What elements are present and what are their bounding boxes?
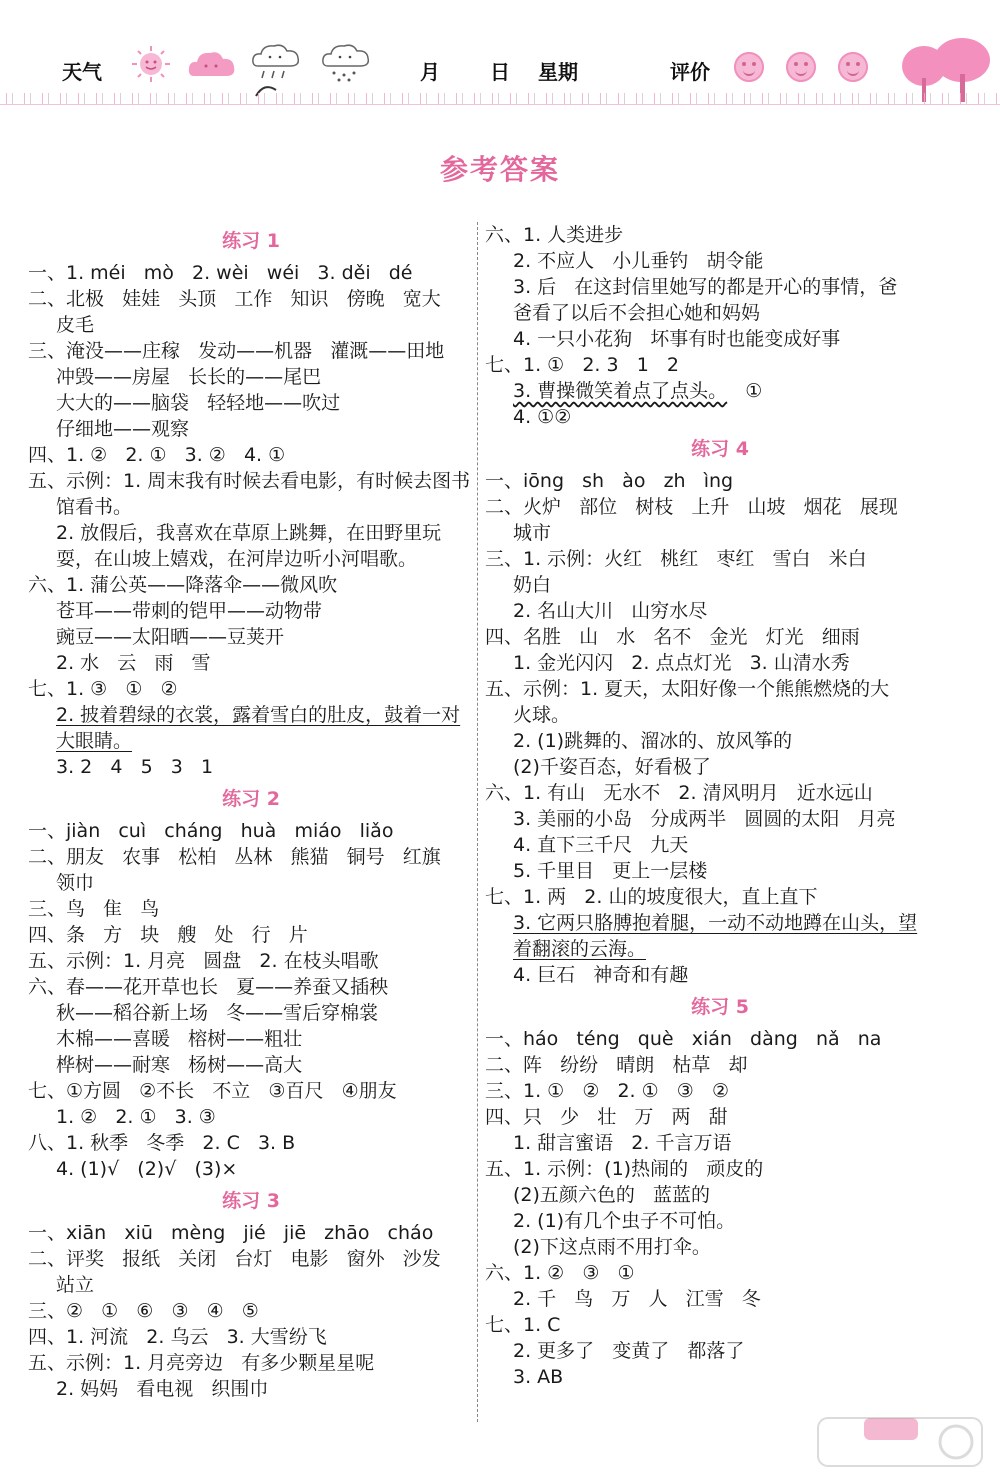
answer-line: 七、①方圆 ②不长 不立 ③百尺 ④朋友 — [28, 1080, 397, 1102]
answer-line: 冲毁——房屋 长长的——尾巴 — [56, 366, 322, 388]
answer-line: 七、1. ① 2. 3 1 2 — [485, 354, 679, 376]
smiley-face-icon[interactable] — [838, 52, 868, 82]
answer-line: 4. (1)√ (2)√ (3)× — [56, 1158, 238, 1180]
weather-label: 天气 — [62, 60, 102, 84]
answer-line: 苍耳——带刺的铠甲——动物带 — [56, 600, 323, 622]
answer-line: (2)五颜六色的 蓝蓝的 — [513, 1184, 711, 1206]
answer-line: 六、1. 有山 无水不 2. 清风明月 近水远山 — [485, 782, 873, 804]
answer-line: 2. (1)有几个虫子不可怕。 — [513, 1210, 736, 1232]
answer-line: 1. 金光闪闪 2. 点点灯光 3. 山清水秀 — [513, 652, 850, 674]
answer-line: 2. 更多了 变黄了 都落了 — [513, 1340, 745, 1362]
answer-line: 七、1. 两 2. 山的坡度很大，直上直下 — [485, 886, 818, 908]
column-divider — [477, 222, 478, 1422]
answer-line — [28, 702, 474, 728]
answer-line: 仔细地——观察 — [56, 418, 190, 440]
wavy-underlined-text: 3. 曹操微笑着点了点头。 — [513, 380, 728, 402]
answer-line: 五、示例：1. 周末我有时候去看电影，有时候去图书 — [28, 470, 471, 492]
answer-line: (2)下这点雨不用打伞。 — [513, 1236, 711, 1258]
answer-line: 四、只 少 壮 万 两 甜 — [485, 1106, 728, 1128]
answer-line: 一、1. méi mò 2. wèi wéi 3. děi dé — [28, 262, 413, 284]
page-header — [0, 0, 1000, 110]
answer-line: (2)千姿百态，好看极了 — [513, 756, 711, 778]
answer-line: 3. 美丽的小岛 分成两半 圆圆的太阳 月亮 — [513, 808, 896, 830]
answer-line: 4. ①② — [513, 406, 572, 428]
answer-line: 六、1. 人类进步 — [485, 224, 624, 246]
answer-line: 豌豆——太阳晒——豆荚开 — [56, 626, 285, 648]
answer-line: 5. 千里目 更上一层楼 — [513, 860, 708, 882]
answer-line: 四、1. 河流 2. 乌云 3. 大雪纷飞 — [28, 1326, 327, 1348]
answer-line: 皮毛 — [56, 314, 95, 336]
answer-line: 一、jiàn cuì cháng huà miáo liǎo — [28, 820, 394, 842]
left-column — [28, 222, 474, 1402]
smiley-face-icon[interactable] — [734, 52, 764, 82]
answer-line: 四、1. ② 2. ① 3. ② 4. ① — [28, 444, 286, 466]
answer-line: 五、示例：1. 月亮旁边 有多少颗星星呢 — [28, 1352, 375, 1374]
answer-line: 一、háo téng què xián dàng nǎ na — [485, 1028, 882, 1050]
answer-line: 三、鸟 隹 鸟 — [28, 898, 160, 920]
answer-line: 六、春——花开草也长 夏——养蚕又插秧 — [28, 976, 389, 998]
answer-line — [485, 378, 955, 404]
section-title: 练习 2 — [222, 788, 280, 810]
answer-line: 2. 放假后，我喜欢在草原上跳舞，在田野里玩 — [56, 522, 442, 544]
answer-line: 领巾 — [56, 872, 95, 894]
answer-line: 1. ② 2. ① 3. ③ — [56, 1106, 216, 1128]
answer-line: 4. 巨石 神奇和有趣 — [513, 964, 689, 986]
snow-cloud-icon — [320, 40, 372, 84]
answer-line: 馆看书。 — [56, 496, 133, 518]
underlined-text: 3. 它两只胳膊抱着腿，一动不动地蹲在山头，望 — [513, 912, 918, 934]
underlined-text: 2. 披着碧绿的衣裳，露着雪白的肚皮，鼓着一对 — [56, 704, 461, 726]
answer-line: 七、1. C — [485, 1314, 561, 1336]
answer-line: 一、xiān xiū mèng jié jiē zhāo cháo — [28, 1222, 434, 1244]
answer-line — [485, 910, 955, 936]
answer-line: 二、阵 纷纷 晴朗 枯草 却 — [485, 1054, 748, 1076]
page-title: 参考答案 — [439, 153, 560, 186]
answer-line: 3. 后 在这封信里她写的都是开心的事情，爸 — [513, 276, 898, 298]
answer-line: 4. 直下三千尺 九天 — [513, 834, 689, 856]
answer-line: 一、iōng sh ào zh ìng — [485, 470, 734, 492]
answer-line — [485, 936, 955, 962]
answer-line: 三、② ① ⑥ ③ ④ ⑤ — [28, 1300, 259, 1322]
answer-line: 桦树——耐寒 杨树——高大 — [56, 1054, 303, 1076]
answer-line: 2. 妈妈 看电视 织围巾 — [56, 1378, 269, 1400]
answer-line: 耍，在山坡上嬉戏，在河岸边听小河唱歌。 — [56, 548, 418, 570]
sun-icon — [128, 44, 174, 84]
answer-line: 五、1. 示例：(1)热闹的 顽皮的 — [485, 1158, 764, 1180]
answer-line: 八、1. 秋季 冬季 2. C 3. B — [28, 1132, 296, 1154]
answer-tail: ① — [727, 380, 763, 402]
answer-line: 三、1. 示例：火红 桃红 枣红 雪白 米白 — [485, 548, 867, 570]
answer-line: 七、1. ③ ① ② — [28, 678, 178, 700]
smiley-face-icon[interactable] — [786, 52, 816, 82]
answer-line: 二、评奖 报纸 关闭 台灯 电影 窗外 沙发 — [28, 1248, 441, 1270]
answer-line: 4. 一只小花狗 坏事有时也能变成好事 — [513, 328, 841, 350]
answer-line — [28, 728, 474, 754]
answer-line: 五、示例：1. 夏天，太阳好像一个熊熊燃烧的大 — [485, 678, 890, 700]
answer-line: 二、北极 娃娃 头顶 工作 知识 傍晚 宽大 — [28, 288, 441, 310]
underlined-text: 大眼睛。 — [56, 730, 133, 752]
answer-line: 六、1. ② ③ ① — [485, 1262, 635, 1284]
answer-line: 奶白 — [513, 574, 552, 596]
watermark-logo — [816, 1412, 986, 1472]
underlined-text: 着翻滚的云海。 — [513, 938, 647, 960]
answer-line: 三、1. ① ② 2. ① ③ ② — [485, 1080, 729, 1102]
answer-line: 2. 不应人 小儿垂钓 胡令能 — [513, 250, 764, 272]
header-divider — [0, 104, 1000, 105]
month-label: 月 — [420, 60, 440, 84]
section-title: 练习 5 — [691, 996, 749, 1018]
answer-line: 2. 名山大川 山穷水尽 — [513, 600, 708, 622]
section-title: 练习 3 — [222, 1190, 280, 1212]
answer-line: 3. AB — [513, 1366, 564, 1388]
answer-line: 火球。 — [513, 704, 571, 726]
answer-line: 四、名胜 山 水 名不 金光 灯光 细雨 — [485, 626, 860, 648]
answer-line: 城市 — [513, 522, 552, 544]
section-title: 练习 1 — [222, 230, 280, 252]
cloud-icon — [186, 44, 238, 84]
answer-line: 站立 — [56, 1274, 95, 1296]
answer-line: 木棉——喜暖 榕树——粗壮 — [56, 1028, 303, 1050]
answer-line: 四、条 方 块 艘 处 行 片 — [28, 924, 308, 946]
answer-line: 3. 2 4 5 3 1 — [56, 756, 214, 778]
answer-line: 二、火炉 部位 树枝 上升 山坡 烟花 展现 — [485, 496, 898, 518]
section-title: 练习 4 — [691, 438, 749, 460]
answer-line: 二、朋友 农事 松柏 丛林 熊猫 铜号 红旗 — [28, 846, 441, 868]
answer-line: 六、1. 蒲公英——降落伞——微风吹 — [28, 574, 338, 596]
answer-line: 秋——稻谷新上场 冬——雪后穿棉裳 — [56, 1002, 379, 1024]
answer-line: 五、示例：1. 月亮 圆盘 2. 在枝头唱歌 — [28, 950, 379, 972]
answer-line: 爸看了以后不会担心她和妈妈 — [513, 302, 761, 324]
rain-cloud-icon — [250, 40, 302, 98]
answer-line: 大大的——脑袋 轻轻地——吹过 — [56, 392, 341, 414]
day-label: 日 — [490, 60, 510, 84]
rating-label: 评价 — [670, 60, 710, 84]
answer-line: 2. (1)跳舞的、溜冰的、放风筝的 — [513, 730, 793, 752]
right-column — [485, 222, 955, 1390]
answer-line: 三、淹没——庄稼 发动——机器 灌溉——田地 — [28, 340, 445, 362]
answer-line: 1. 甜言蜜语 2. 千言万语 — [513, 1132, 732, 1154]
answer-line: 2. 水 云 雨 雪 — [56, 652, 211, 674]
answer-line: 2. 千 鸟 万 人 江雪 冬 — [513, 1288, 761, 1310]
weekday-label: 星期 — [538, 60, 578, 84]
